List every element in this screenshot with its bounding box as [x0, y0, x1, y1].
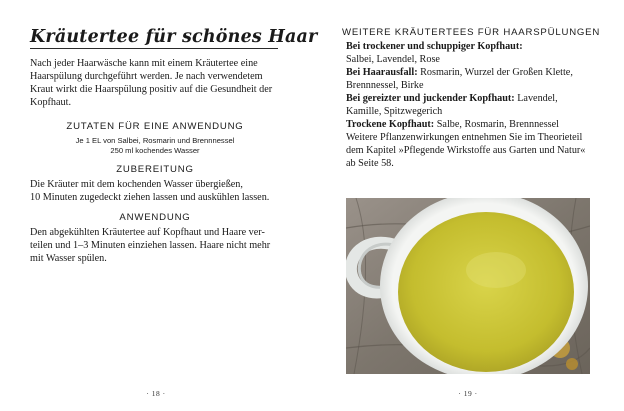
text-line: dem Kapitel »Pflegende Wirkstoffe aus Garten und Natur«	[346, 145, 586, 156]
text-line: Weitere Pflanzenwirkungen entnehmen Sie im Theorieteil	[346, 132, 583, 143]
text-line: Kopfhaut.	[30, 97, 72, 108]
list-item	[346, 66, 596, 79]
further-teas-list	[346, 40, 596, 170]
item-label: Bei gereizter und juckender Kopfhaut:	[346, 93, 515, 104]
list-item	[346, 118, 596, 131]
intro-paragraph	[30, 57, 280, 109]
item-text: Salbei, Lavendel, Rose	[346, 54, 440, 65]
preparation-paragraph	[30, 178, 280, 204]
ingredient-line: Je 1 EL von Salbei, Rosmarin und Brennnessel	[75, 136, 235, 145]
text-line: Kraut wirkt die Haarspülung positiv auf die Gesundheit der	[30, 84, 273, 95]
item-label: Trockene Kopfhaut:	[346, 119, 435, 130]
text-line: Haarspülung durchgeführt werden. Je nach verwendetem	[30, 71, 263, 82]
item-label: Bei trockener und schuppiger Kopfhaut:	[346, 41, 523, 52]
list-item	[346, 92, 596, 105]
item-text: Salbe, Rosmarin, Brennnessel	[434, 119, 559, 130]
text-line: ab Seite 58.	[346, 158, 394, 169]
further-teas-heading: WEITERE KRÄUTERTEES FÜR HAARSPÜLUNGEN	[342, 27, 601, 38]
page-title: Kräutertee für schönes Haar	[30, 27, 318, 47]
text-line: Den abgekühlten Kräutertee auf Kopfhaut und Haare ver-	[30, 227, 265, 238]
list-item-label	[346, 40, 596, 53]
title-rule	[30, 48, 278, 49]
text-line: 10 Minuten zugedeckt ziehen lassen und auskühlen lassen.	[30, 192, 270, 203]
item-text: Brennnessel, Birke	[346, 80, 424, 91]
ingredients-list	[30, 136, 280, 156]
page-number-right: · 19 ·	[458, 389, 478, 398]
item-label: Bei Haarausfall:	[346, 67, 418, 78]
application-paragraph	[30, 226, 280, 265]
item-text: Rosmarin, Wurzel der Großen Klette,	[417, 67, 573, 78]
application-heading: ANWENDUNG	[119, 212, 191, 223]
item-text: Lavendel,	[514, 93, 558, 104]
text-line: mit Wasser spülen.	[30, 253, 107, 264]
text-line: Die Kräuter mit dem kochenden Wasser übergießen,	[30, 179, 243, 190]
page-number-left: · 18 ·	[146, 389, 166, 398]
item-text: Kamille, Spitzwegerich	[346, 106, 443, 117]
tea-cup-photo-icon	[346, 198, 590, 374]
preparation-heading: ZUBEREITUNG	[116, 164, 194, 175]
text-line: Nach jeder Haarwäsche kann mit einem Kräutertee eine	[30, 58, 258, 69]
text-line: teilen und 1–3 Minuten einziehen lassen. Haare nicht mehr	[30, 240, 271, 251]
ingredient-line: 250 ml kochendes Wasser	[110, 146, 200, 155]
ingredients-heading: ZUTATEN FÜR EINE ANWENDUNG	[66, 121, 244, 132]
